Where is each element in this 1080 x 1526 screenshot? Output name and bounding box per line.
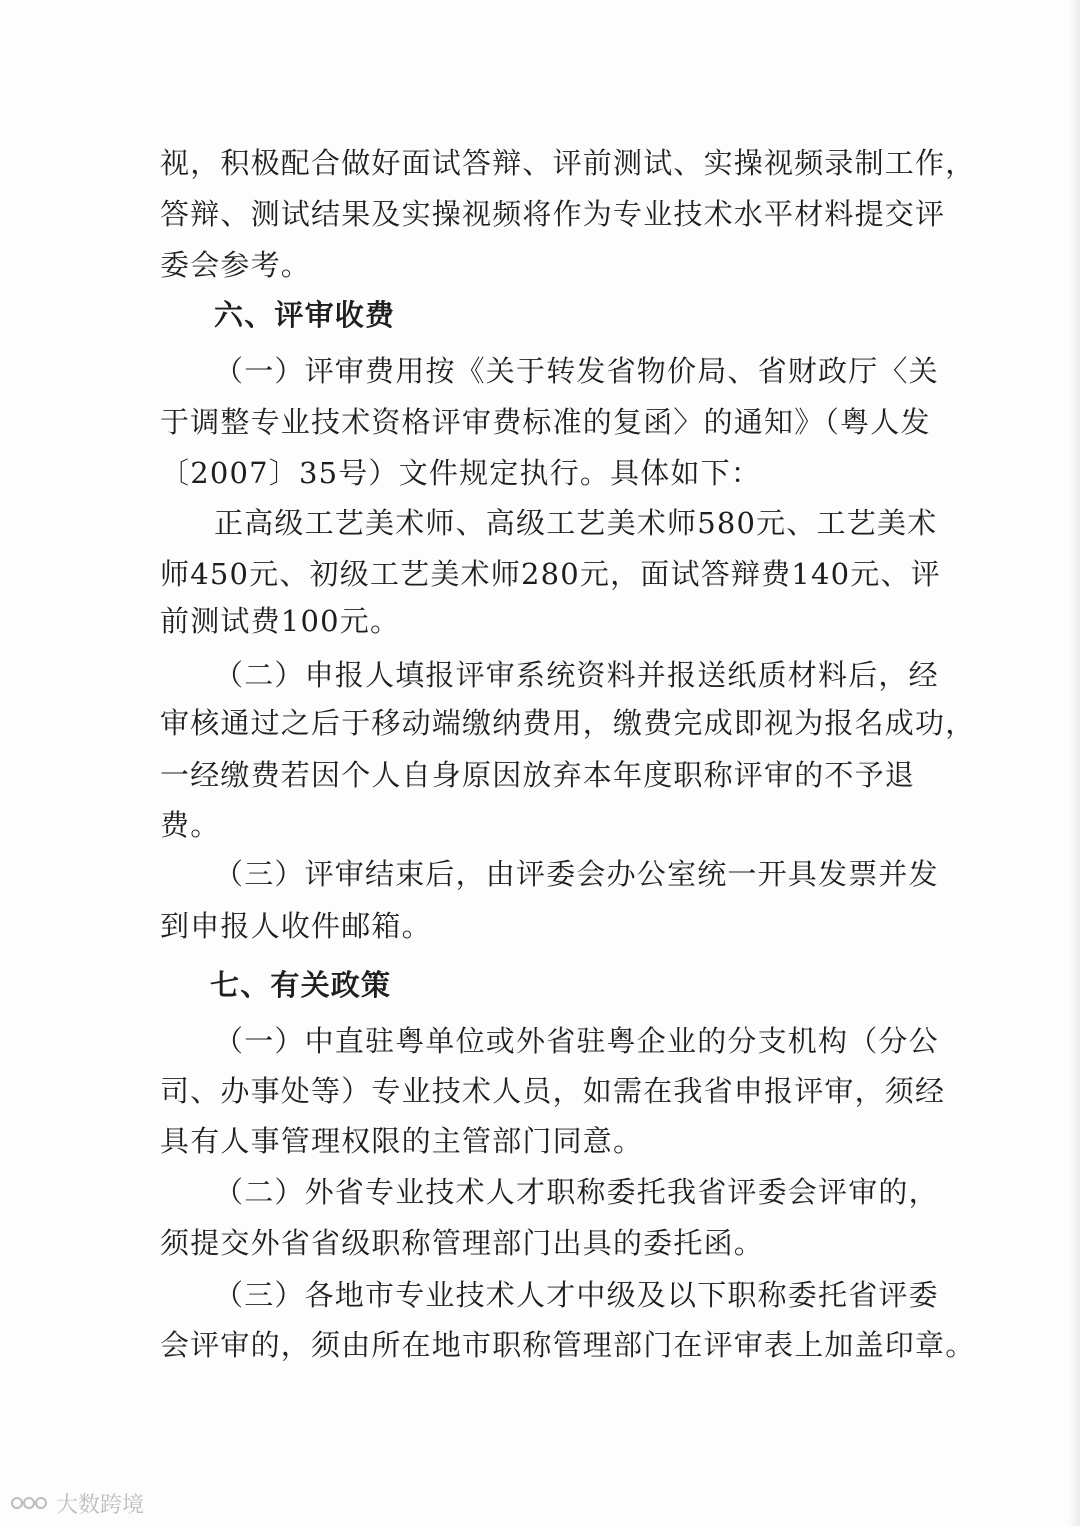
watermark-text: 大数跨境 bbox=[56, 1492, 145, 1518]
body-line: （三）各地市专业技术人才中级及以下职称委托省评委 bbox=[214, 1278, 939, 1312]
logo-icon bbox=[10, 1491, 50, 1515]
body-line: 于调整专业技术资格评审费标准的复函〉的通知》（粤人发 bbox=[160, 405, 931, 439]
body-line: 费。 bbox=[160, 808, 221, 842]
body-line: 到申报人收件邮箱。 bbox=[160, 909, 432, 943]
body-line: （三）评审结束后，由评委会办公室统一开具发票并发 bbox=[214, 857, 939, 891]
watermark bbox=[10, 1488, 144, 1518]
body-line: 一经缴费若因个人自身原因放弃本年度职称评审的不予退 bbox=[160, 758, 916, 792]
body-line: 前测试费100元。 bbox=[160, 604, 401, 638]
body-line: 具有人事管理权限的主管部门同意。 bbox=[160, 1124, 644, 1158]
body-line: 须提交外省省级职称管理部门出具的委托函。 bbox=[160, 1226, 765, 1260]
body-line: （二）外省专业技术人才职称委托我省评委会评审的， bbox=[214, 1175, 939, 1209]
body-line: 审核通过之后于移动端缴纳费用，缴费完成即视为报名成功， bbox=[160, 706, 976, 740]
body-line: （二）申报人填报评审系统资料并报送纸质材料后，经 bbox=[214, 658, 939, 692]
page-edge-shadow bbox=[1068, 0, 1080, 1526]
body-line: 委会参考。 bbox=[160, 248, 312, 282]
body-line: 视，积极配合做好面试答辩、评前测试、实操视频录制工作， bbox=[160, 146, 976, 180]
body-line: 司、办事处等）专业技术人员，如需在我省申报评审，须经 bbox=[160, 1074, 946, 1108]
body-line: 正高级工艺美术师、高级工艺美术师580元、工艺美术 bbox=[214, 506, 938, 540]
body-line: 〔2007〕35号）文件规定执行。具体如下： bbox=[160, 456, 762, 490]
section-heading-fees: 六、评审收费 bbox=[214, 298, 396, 332]
body-line: 师450元、初级工艺美术师280元，面试答辩费140元、评 bbox=[160, 557, 941, 591]
body-line: （一）评审费用按《关于转发省物价局、省财政厅〈关 bbox=[214, 354, 939, 388]
body-line: （一）中直驻粤单位或外省驻粤企业的分支机构（分公 bbox=[214, 1024, 939, 1058]
body-line: 会评审的，须由所在地市职称管理部门在评审表上加盖印章。 bbox=[160, 1328, 976, 1362]
section-heading-policy: 七、有关政策 bbox=[210, 968, 392, 1002]
body-line: 答辩、测试结果及实操视频将作为专业技术水平材料提交评 bbox=[160, 197, 946, 231]
